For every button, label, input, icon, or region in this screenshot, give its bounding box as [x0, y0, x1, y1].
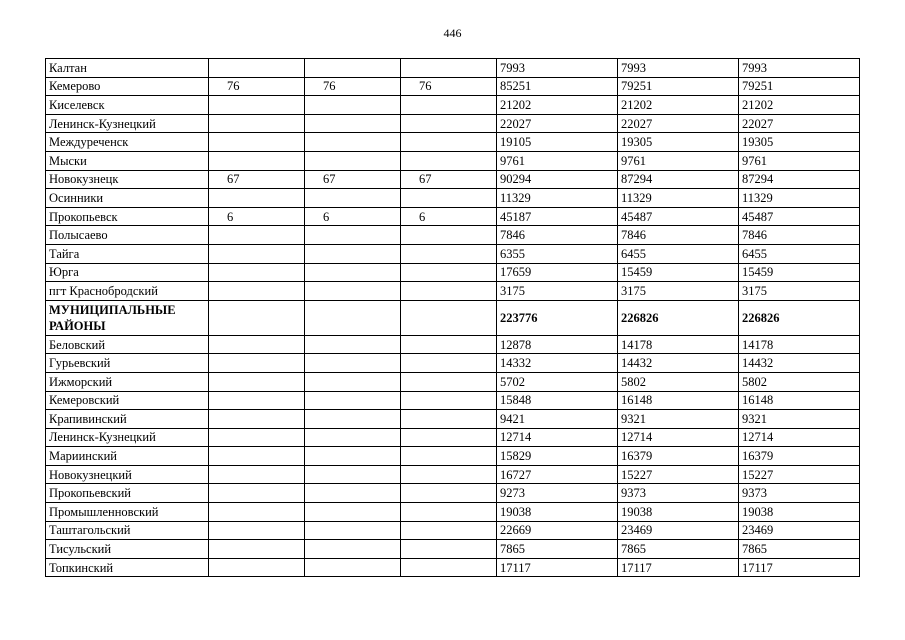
section-row [46, 300, 860, 335]
row-col2-cell [305, 521, 401, 540]
table-row [46, 484, 860, 503]
row-col6-cell: 22027 [739, 114, 860, 133]
row-col6-cell: 7993 [739, 59, 860, 78]
row-col6-cell: 17117 [739, 558, 860, 577]
row-col5-cell: 23469 [618, 521, 739, 540]
row-col1-cell [209, 133, 305, 152]
row-col2-cell [305, 114, 401, 133]
row-col3-cell [401, 558, 497, 577]
row-col6-cell: 87294 [739, 170, 860, 189]
row-col4-cell: 9761 [497, 151, 618, 170]
row-col3-cell [401, 133, 497, 152]
row-col5-cell: 15227 [618, 465, 739, 484]
row-name-cell: Междуреченск [46, 133, 209, 152]
row-col2-cell [305, 372, 401, 391]
row-col6-cell: 21202 [739, 96, 860, 115]
row-col4-cell: 12714 [497, 428, 618, 447]
row-col3-cell [401, 465, 497, 484]
row-col1-cell: 6 [209, 207, 305, 226]
row-col1-cell [209, 465, 305, 484]
row-col1-cell [209, 428, 305, 447]
row-col5-cell: 12714 [618, 428, 739, 447]
row-col3-cell [401, 354, 497, 373]
row-col3-cell [401, 447, 497, 466]
row-col4-cell: 17659 [497, 263, 618, 282]
row-col5-cell: 87294 [618, 170, 739, 189]
row-col4-cell: 21202 [497, 96, 618, 115]
row-col3-cell [401, 521, 497, 540]
row-col2-cell [305, 391, 401, 410]
row-col2-cell [305, 133, 401, 152]
row-col5-cell: 19305 [618, 133, 739, 152]
row-col6-cell: 5802 [739, 372, 860, 391]
row-name-cell: Ижморский [46, 372, 209, 391]
row-col6-cell: 12714 [739, 428, 860, 447]
row-col1-cell [209, 354, 305, 373]
row-col1-cell: 67 [209, 170, 305, 189]
row-col6-cell: 19038 [739, 503, 860, 522]
row-name-cell: Таштагольский [46, 521, 209, 540]
table-row [46, 244, 860, 263]
row-col1-cell [209, 503, 305, 522]
row-col2-cell [305, 263, 401, 282]
row-col3-cell [401, 282, 497, 301]
row-col3-cell [401, 484, 497, 503]
row-col2-cell [305, 465, 401, 484]
row-col4-cell: 9421 [497, 410, 618, 429]
row-col4-cell: 14332 [497, 354, 618, 373]
row-col2-cell [305, 151, 401, 170]
row-col2-cell [305, 484, 401, 503]
row-name-cell: Тисульский [46, 540, 209, 559]
row-col4-cell: 12878 [497, 335, 618, 354]
row-col1-cell [209, 114, 305, 133]
table-row [46, 410, 860, 429]
row-col3-cell: 67 [401, 170, 497, 189]
row-col2-cell [305, 410, 401, 429]
row-col6-cell: 9761 [739, 151, 860, 170]
row-col6-cell: 14432 [739, 354, 860, 373]
row-col3-cell [401, 59, 497, 78]
row-col3-cell [401, 372, 497, 391]
row-col2-cell [305, 335, 401, 354]
row-col5-cell: 17117 [618, 558, 739, 577]
table-row [46, 226, 860, 245]
row-col1-cell [209, 521, 305, 540]
row-col1-cell: 76 [209, 77, 305, 96]
table-row [46, 540, 860, 559]
row-col6-cell: 19305 [739, 133, 860, 152]
row-col4-cell: 22027 [497, 114, 618, 133]
row-col6-cell: 16379 [739, 447, 860, 466]
row-col2-cell [305, 540, 401, 559]
row-col6-cell: 45487 [739, 207, 860, 226]
row-col4-cell: 22669 [497, 521, 618, 540]
row-col5-cell: 14432 [618, 354, 739, 373]
row-name-cell: Ленинск-Кузнецкий [46, 114, 209, 133]
table-row [46, 282, 860, 301]
row-col5-cell: 7865 [618, 540, 739, 559]
row-name-cell: Полысаево [46, 226, 209, 245]
row-col2-cell [305, 558, 401, 577]
row-col1-cell [209, 59, 305, 78]
row-col1-cell [209, 558, 305, 577]
row-col2-cell: 6 [305, 207, 401, 226]
row-col3-cell [401, 263, 497, 282]
row-col1-cell [209, 151, 305, 170]
row-name-cell: Кемеровский [46, 391, 209, 410]
row-col5-cell: 226826 [618, 300, 739, 335]
row-col3-cell [401, 540, 497, 559]
row-col4-cell: 19038 [497, 503, 618, 522]
row-name-cell: Беловский [46, 335, 209, 354]
row-name-cell: Тайга [46, 244, 209, 263]
table-row [46, 170, 860, 189]
row-col6-cell: 16148 [739, 391, 860, 410]
row-col5-cell: 22027 [618, 114, 739, 133]
row-col6-cell: 3175 [739, 282, 860, 301]
row-name-cell: Осинники [46, 189, 209, 208]
row-col1-cell [209, 189, 305, 208]
row-col5-cell: 9761 [618, 151, 739, 170]
row-col6-cell: 15459 [739, 263, 860, 282]
row-name-cell: Прокопьевский [46, 484, 209, 503]
table-row [46, 372, 860, 391]
row-col3-cell [401, 151, 497, 170]
row-col2-cell [305, 354, 401, 373]
row-name-cell: Прокопьевск [46, 207, 209, 226]
row-col3-cell [401, 96, 497, 115]
table-row [46, 96, 860, 115]
row-col3-cell [401, 226, 497, 245]
row-col6-cell: 9373 [739, 484, 860, 503]
row-col4-cell: 15829 [497, 447, 618, 466]
row-col5-cell: 16379 [618, 447, 739, 466]
row-col4-cell: 85251 [497, 77, 618, 96]
row-col1-cell [209, 335, 305, 354]
row-col2-cell [305, 226, 401, 245]
row-col5-cell: 21202 [618, 96, 739, 115]
row-name-cell: Новокузнецкий [46, 465, 209, 484]
row-col6-cell: 226826 [739, 300, 860, 335]
table-row [46, 59, 860, 78]
row-col1-cell [209, 540, 305, 559]
table-row [46, 391, 860, 410]
row-col2-cell [305, 447, 401, 466]
row-name-cell: Юрга [46, 263, 209, 282]
row-col5-cell: 45487 [618, 207, 739, 226]
row-col5-cell: 5802 [618, 372, 739, 391]
row-col1-cell [209, 96, 305, 115]
table-row [46, 354, 860, 373]
row-col3-cell [401, 300, 497, 335]
row-col1-cell [209, 391, 305, 410]
row-col3-cell [401, 503, 497, 522]
row-name-cell: Мыски [46, 151, 209, 170]
row-col2-cell [305, 189, 401, 208]
row-col1-cell [209, 244, 305, 263]
row-col6-cell: 23469 [739, 521, 860, 540]
table-row [46, 428, 860, 447]
table-row [46, 558, 860, 577]
row-col2-cell: 67 [305, 170, 401, 189]
row-col5-cell: 15459 [618, 263, 739, 282]
row-name-cell: Гурьевский [46, 354, 209, 373]
row-col4-cell: 17117 [497, 558, 618, 577]
row-col2-cell [305, 282, 401, 301]
row-col3-cell [401, 428, 497, 447]
row-col5-cell: 79251 [618, 77, 739, 96]
row-col1-cell [209, 300, 305, 335]
row-col4-cell: 9273 [497, 484, 618, 503]
row-col3-cell: 6 [401, 207, 497, 226]
row-col4-cell: 16727 [497, 465, 618, 484]
row-name-cell: Калтан [46, 59, 209, 78]
table-row [46, 335, 860, 354]
row-col5-cell: 7993 [618, 59, 739, 78]
row-name-cell: МУНИЦИПАЛЬНЫЕ РАЙОНЫ [46, 300, 209, 335]
row-col2-cell [305, 300, 401, 335]
row-name-cell: Мариинский [46, 447, 209, 466]
row-col3-cell [401, 189, 497, 208]
row-col4-cell: 7865 [497, 540, 618, 559]
row-col4-cell: 11329 [497, 189, 618, 208]
row-name-cell: Новокузнецк [46, 170, 209, 189]
row-col5-cell: 19038 [618, 503, 739, 522]
row-col5-cell: 11329 [618, 189, 739, 208]
row-col2-cell [305, 428, 401, 447]
row-col1-cell [209, 410, 305, 429]
row-col4-cell: 19105 [497, 133, 618, 152]
row-col6-cell: 15227 [739, 465, 860, 484]
row-col5-cell: 9373 [618, 484, 739, 503]
row-col6-cell: 6455 [739, 244, 860, 263]
row-col2-cell: 76 [305, 77, 401, 96]
row-name-cell: Крапивинский [46, 410, 209, 429]
row-col3-cell [401, 244, 497, 263]
row-col6-cell: 7865 [739, 540, 860, 559]
row-col5-cell: 3175 [618, 282, 739, 301]
data-table [45, 58, 860, 577]
row-col4-cell: 5702 [497, 372, 618, 391]
row-col2-cell [305, 59, 401, 78]
row-col6-cell: 9321 [739, 410, 860, 429]
row-col4-cell: 3175 [497, 282, 618, 301]
row-col4-cell: 45187 [497, 207, 618, 226]
row-name-cell: Промышленновский [46, 503, 209, 522]
table-body [46, 59, 860, 577]
row-col1-cell [209, 263, 305, 282]
table-row [46, 114, 860, 133]
row-col4-cell: 223776 [497, 300, 618, 335]
table-row [46, 77, 860, 96]
row-col5-cell: 6455 [618, 244, 739, 263]
row-col1-cell [209, 226, 305, 245]
row-col1-cell [209, 372, 305, 391]
table-row [46, 207, 860, 226]
table-row [46, 189, 860, 208]
row-name-cell: Киселевск [46, 96, 209, 115]
row-col3-cell: 76 [401, 77, 497, 96]
row-col1-cell [209, 447, 305, 466]
row-col4-cell: 6355 [497, 244, 618, 263]
row-col1-cell [209, 484, 305, 503]
row-col3-cell [401, 391, 497, 410]
table-row [46, 447, 860, 466]
table-row [46, 263, 860, 282]
row-col5-cell: 7846 [618, 226, 739, 245]
row-col6-cell: 7846 [739, 226, 860, 245]
row-col5-cell: 16148 [618, 391, 739, 410]
row-col6-cell: 79251 [739, 77, 860, 96]
table-row [46, 133, 860, 152]
row-col2-cell [305, 503, 401, 522]
row-name-cell: пгт Краснобродский [46, 282, 209, 301]
table-row [46, 521, 860, 540]
table-row [46, 465, 860, 484]
row-col3-cell [401, 410, 497, 429]
row-col5-cell: 14178 [618, 335, 739, 354]
row-col4-cell: 7846 [497, 226, 618, 245]
row-col5-cell: 9321 [618, 410, 739, 429]
row-col4-cell: 7993 [497, 59, 618, 78]
table-row [46, 503, 860, 522]
row-col6-cell: 14178 [739, 335, 860, 354]
row-col3-cell [401, 335, 497, 354]
row-col4-cell: 90294 [497, 170, 618, 189]
page-number: 446 [443, 26, 462, 40]
row-col3-cell [401, 114, 497, 133]
row-name-cell: Кемерово [46, 77, 209, 96]
row-name-cell: Ленинск-Кузнецкий [46, 428, 209, 447]
table-row [46, 151, 860, 170]
row-col1-cell [209, 282, 305, 301]
row-col4-cell: 15848 [497, 391, 618, 410]
row-col2-cell [305, 244, 401, 263]
row-col6-cell: 11329 [739, 189, 860, 208]
row-col2-cell [305, 96, 401, 115]
row-name-cell: Топкинский [46, 558, 209, 577]
